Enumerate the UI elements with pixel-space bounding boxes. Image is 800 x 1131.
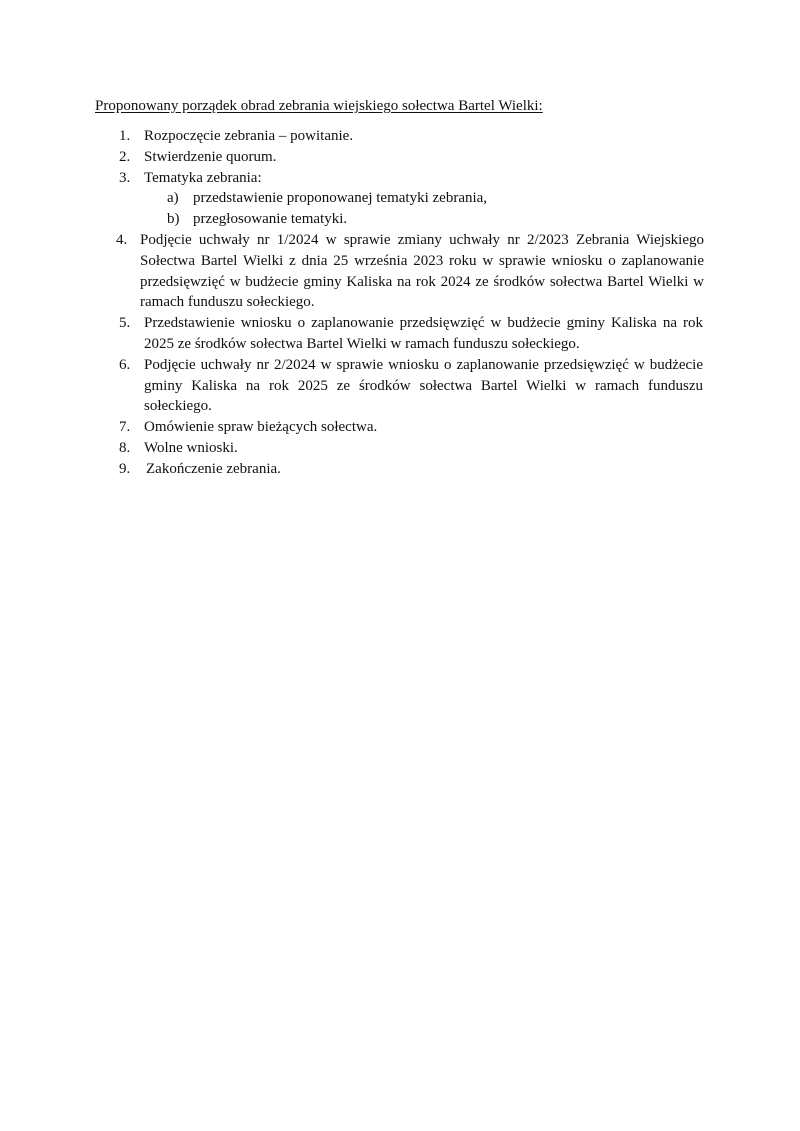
document-title: Proponowany porządek obrad zebrania wiejskiego sołectwa Bartel Wielki: [95,98,543,114]
item-text: Tematyka zebrania: [144,169,262,186]
item-number: 2. [119,148,131,165]
subitem-list [0,188,800,230]
item-number: 1. [119,128,131,144]
item-number: 5. [119,315,131,332]
subitem-text: przedstawienie proponowanej tematyki zebrania, [193,190,488,207]
subitem-text: przegłosowanie tematyki. [193,211,348,228]
item-text: Przedstawienie wniosku o zaplanowanie przedsięwzięć w budżecie gminy Kaliska na rok 2025 ze środków sołectwa Bartel Wielki w ramach funduszu sołeckiego. [144,315,703,352]
agenda-item-8 [0,438,800,459]
item-text: Wolne wnioski. [144,439,238,456]
subitem-a [0,188,800,209]
item-number: 9. [119,460,131,477]
agenda-item-6 [0,355,800,417]
agenda-item-5 [0,313,800,355]
item-number: 6. [119,356,131,373]
subitem-b [0,209,800,230]
item-text: Podjęcie uchwały nr 2/2024 w sprawie wniosku o zaplanowanie przedsięwzięć w budżecie gminy Kaliska na rok 2025 ze środków sołectwa Bartel Wielki w ramach funduszu sołeckiego. [144,356,703,415]
subitem-letter: a) [167,190,179,207]
item-number: 4. [116,231,128,248]
item-text: Omówienie spraw bieżących sołectwa. [144,419,378,436]
item-text: Stwierdzenie quorum. [144,148,277,165]
agenda-item-9 [0,459,800,480]
agenda-item-4 [0,230,800,313]
item-number: 3. [119,169,131,186]
item-text: Rozpoczęcie zebrania – powitanie. [144,128,354,144]
item-number: 8. [119,439,131,456]
agenda-item-2 [0,147,800,168]
subitem-letter: b) [167,211,180,228]
agenda-item-7 [0,417,800,438]
item-text: Podjęcie uchwały nr 1/2024 w sprawie zmiany uchwały nr 2/2023 Zebrania Wiejskiego Sołectwa Bartel Wielki z dnia 25 września 2023 roku w sprawie wniosku o zaplanowanie przedsięwzięć w budżecie gminy Kaliska na rok 2024 ze środków sołectwa Bartel Wielki w ramach funduszu sołeckiego. [140,231,704,311]
item-number: 7. [119,419,131,436]
agenda-list [0,126,800,480]
item-text: Zakończenie zebrania. [146,460,281,477]
agenda-item-3 [0,168,800,230]
agenda-item-1 [0,126,800,147]
